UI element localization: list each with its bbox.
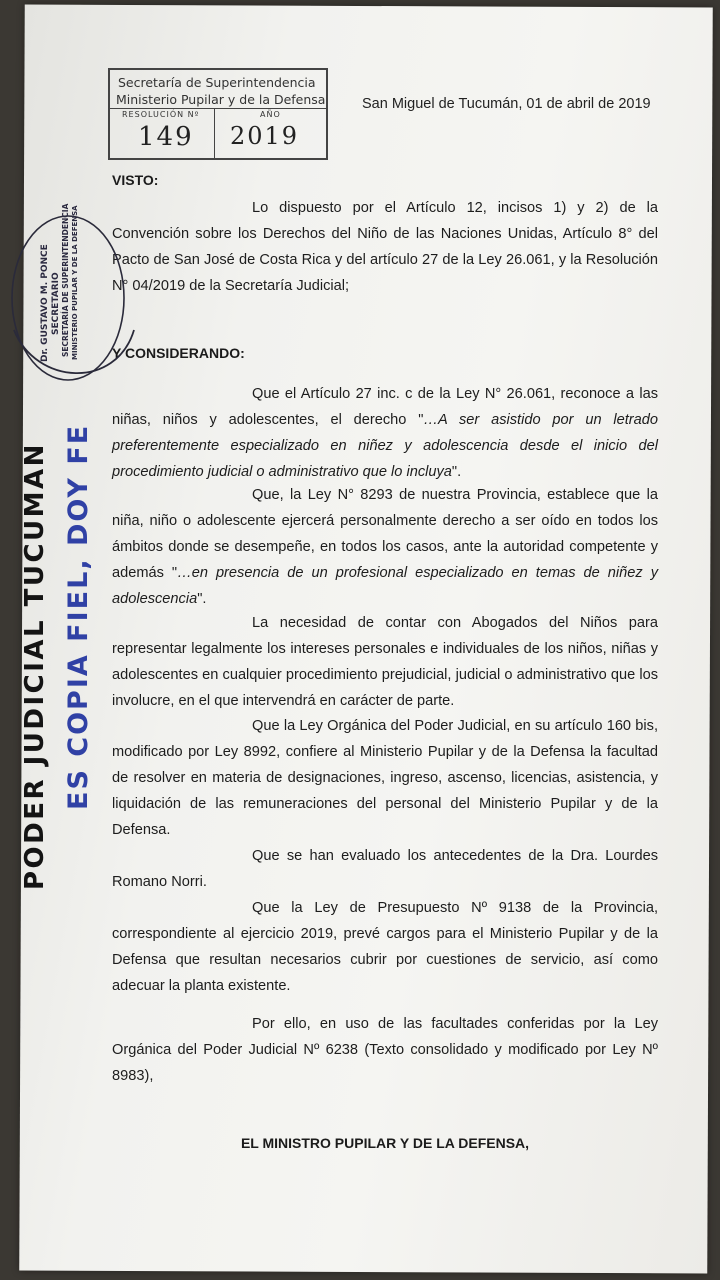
margin-stamp-poder-judicial: PODER JUDICIAL TUCUMAN <box>20 442 50 890</box>
seal-line-1: Dr. GUSTAVO M. PONCE <box>40 244 50 362</box>
considerando-paragraph-2: Que, la Ley N° 8293 de nuestra Provincia, establece que la niña, niño o adolescente ejercerá personalmente derecho a ser oído en todos los ámbitos donde se desempeñe, en todos los casos, ante la autoridad competente y además "…en presencia de un profesional especializado en temas de niñez y adolescencia". <box>112 487 658 607</box>
margin-stamp-copia-fiel: ES COPIA FIEL, DOY FE <box>63 423 94 810</box>
stamp-line-2: Ministerio Pupilar y de la Defensa <box>116 92 326 107</box>
visto-heading: VISTO: <box>112 172 159 188</box>
closing-title: EL MINISTRO PUPILAR Y DE LA DEFENSA, <box>240 1135 530 1151</box>
considerando-paragraph-6: Que la Ley de Presupuesto Nº 9138 de la Provincia, correspondiente al ejercicio 2019, prevé cargos para el Ministerio Pupilar y de la Defensa que resultan necesarios cubrir por cuestiones de servicio, así como adecuar la planta existente. <box>112 900 658 994</box>
stamp-line-1: Secretaría de Superintendencia <box>118 75 316 90</box>
considerando-paragraph-4: Que la Ley Orgánica del Poder Judicial, en su artículo 160 bis, modificado por Ley 8992, confiere al Ministerio Pupilar y de la Defensa la facultad de resolver en materia de designaciones, ingreso, ascenso, licencias, asistencia, y liquidación de las remuneraciones del personal del Ministerio Pupilar y de la Defensa. <box>112 718 658 838</box>
stamp-divider <box>110 108 326 109</box>
considerando-paragraph-5: Que se han evaluado los antecedentes de la Dra. Lourdes Romano Norri. <box>112 848 658 890</box>
considerando-paragraph-7: Por ello, en uso de las facultades conferidas por la Ley Orgánica del Poder Judicial Nº 6238 (Texto consolidado y modificado por Ley Nº 8983), <box>112 1016 658 1084</box>
visto-paragraph: Lo dispuesto por el Artículo 12, incisos 1) y 2) de la Convención sobre los Derechos del Niño de las Naciones Unidas, Artículo 8° del Pacto de San José de Costa Rica y del artículo 27 de la Ley 26.061, y la Resolución N° 04/2019 de la Secretaría Judicial; <box>112 200 658 294</box>
seal-line-2: SECRETARIO <box>51 272 61 335</box>
stamp-resolucion-number: 149 <box>138 122 194 152</box>
stamp-anio-label: AÑO <box>260 110 281 119</box>
seal-line-4: MINISTERIO PUPILAR Y DE LA DEFENSA <box>71 205 79 360</box>
resolution-stamp <box>108 68 328 160</box>
document-date: San Miguel de Tucumán, 01 de abril de 2019 <box>362 96 651 112</box>
considerando-heading: Y CONSIDERANDO: <box>112 345 245 361</box>
seal-line-3: SECRETARÍA DE SUPERINTENDENCIA <box>61 203 70 357</box>
stamp-anio-value: 2019 <box>230 122 300 150</box>
stamp-column-divider <box>214 108 215 158</box>
stamp-resolucion-label: RESOLUCIÓN Nº <box>122 110 200 119</box>
considerando-paragraph-3: La necesidad de contar con Abogados del Niños para representar legalmente los intereses personales e individuales de los niños, niñas y adolescentes en cualquier procedimiento prejudicial, judicial o administrativo que los involucre, en el que intervendrá en carácter de parte. <box>112 615 658 709</box>
considerando-paragraph-1: Que el Artículo 27 inc. c de la Ley N° 26.061, reconoce a las niñas, niños y adolescentes, el derecho "…A ser asistido por un letrado preferentemente especializado en niñez y adolescencia desde el inicio del procedimiento judicial o administrativo que lo incluya". <box>112 386 659 480</box>
